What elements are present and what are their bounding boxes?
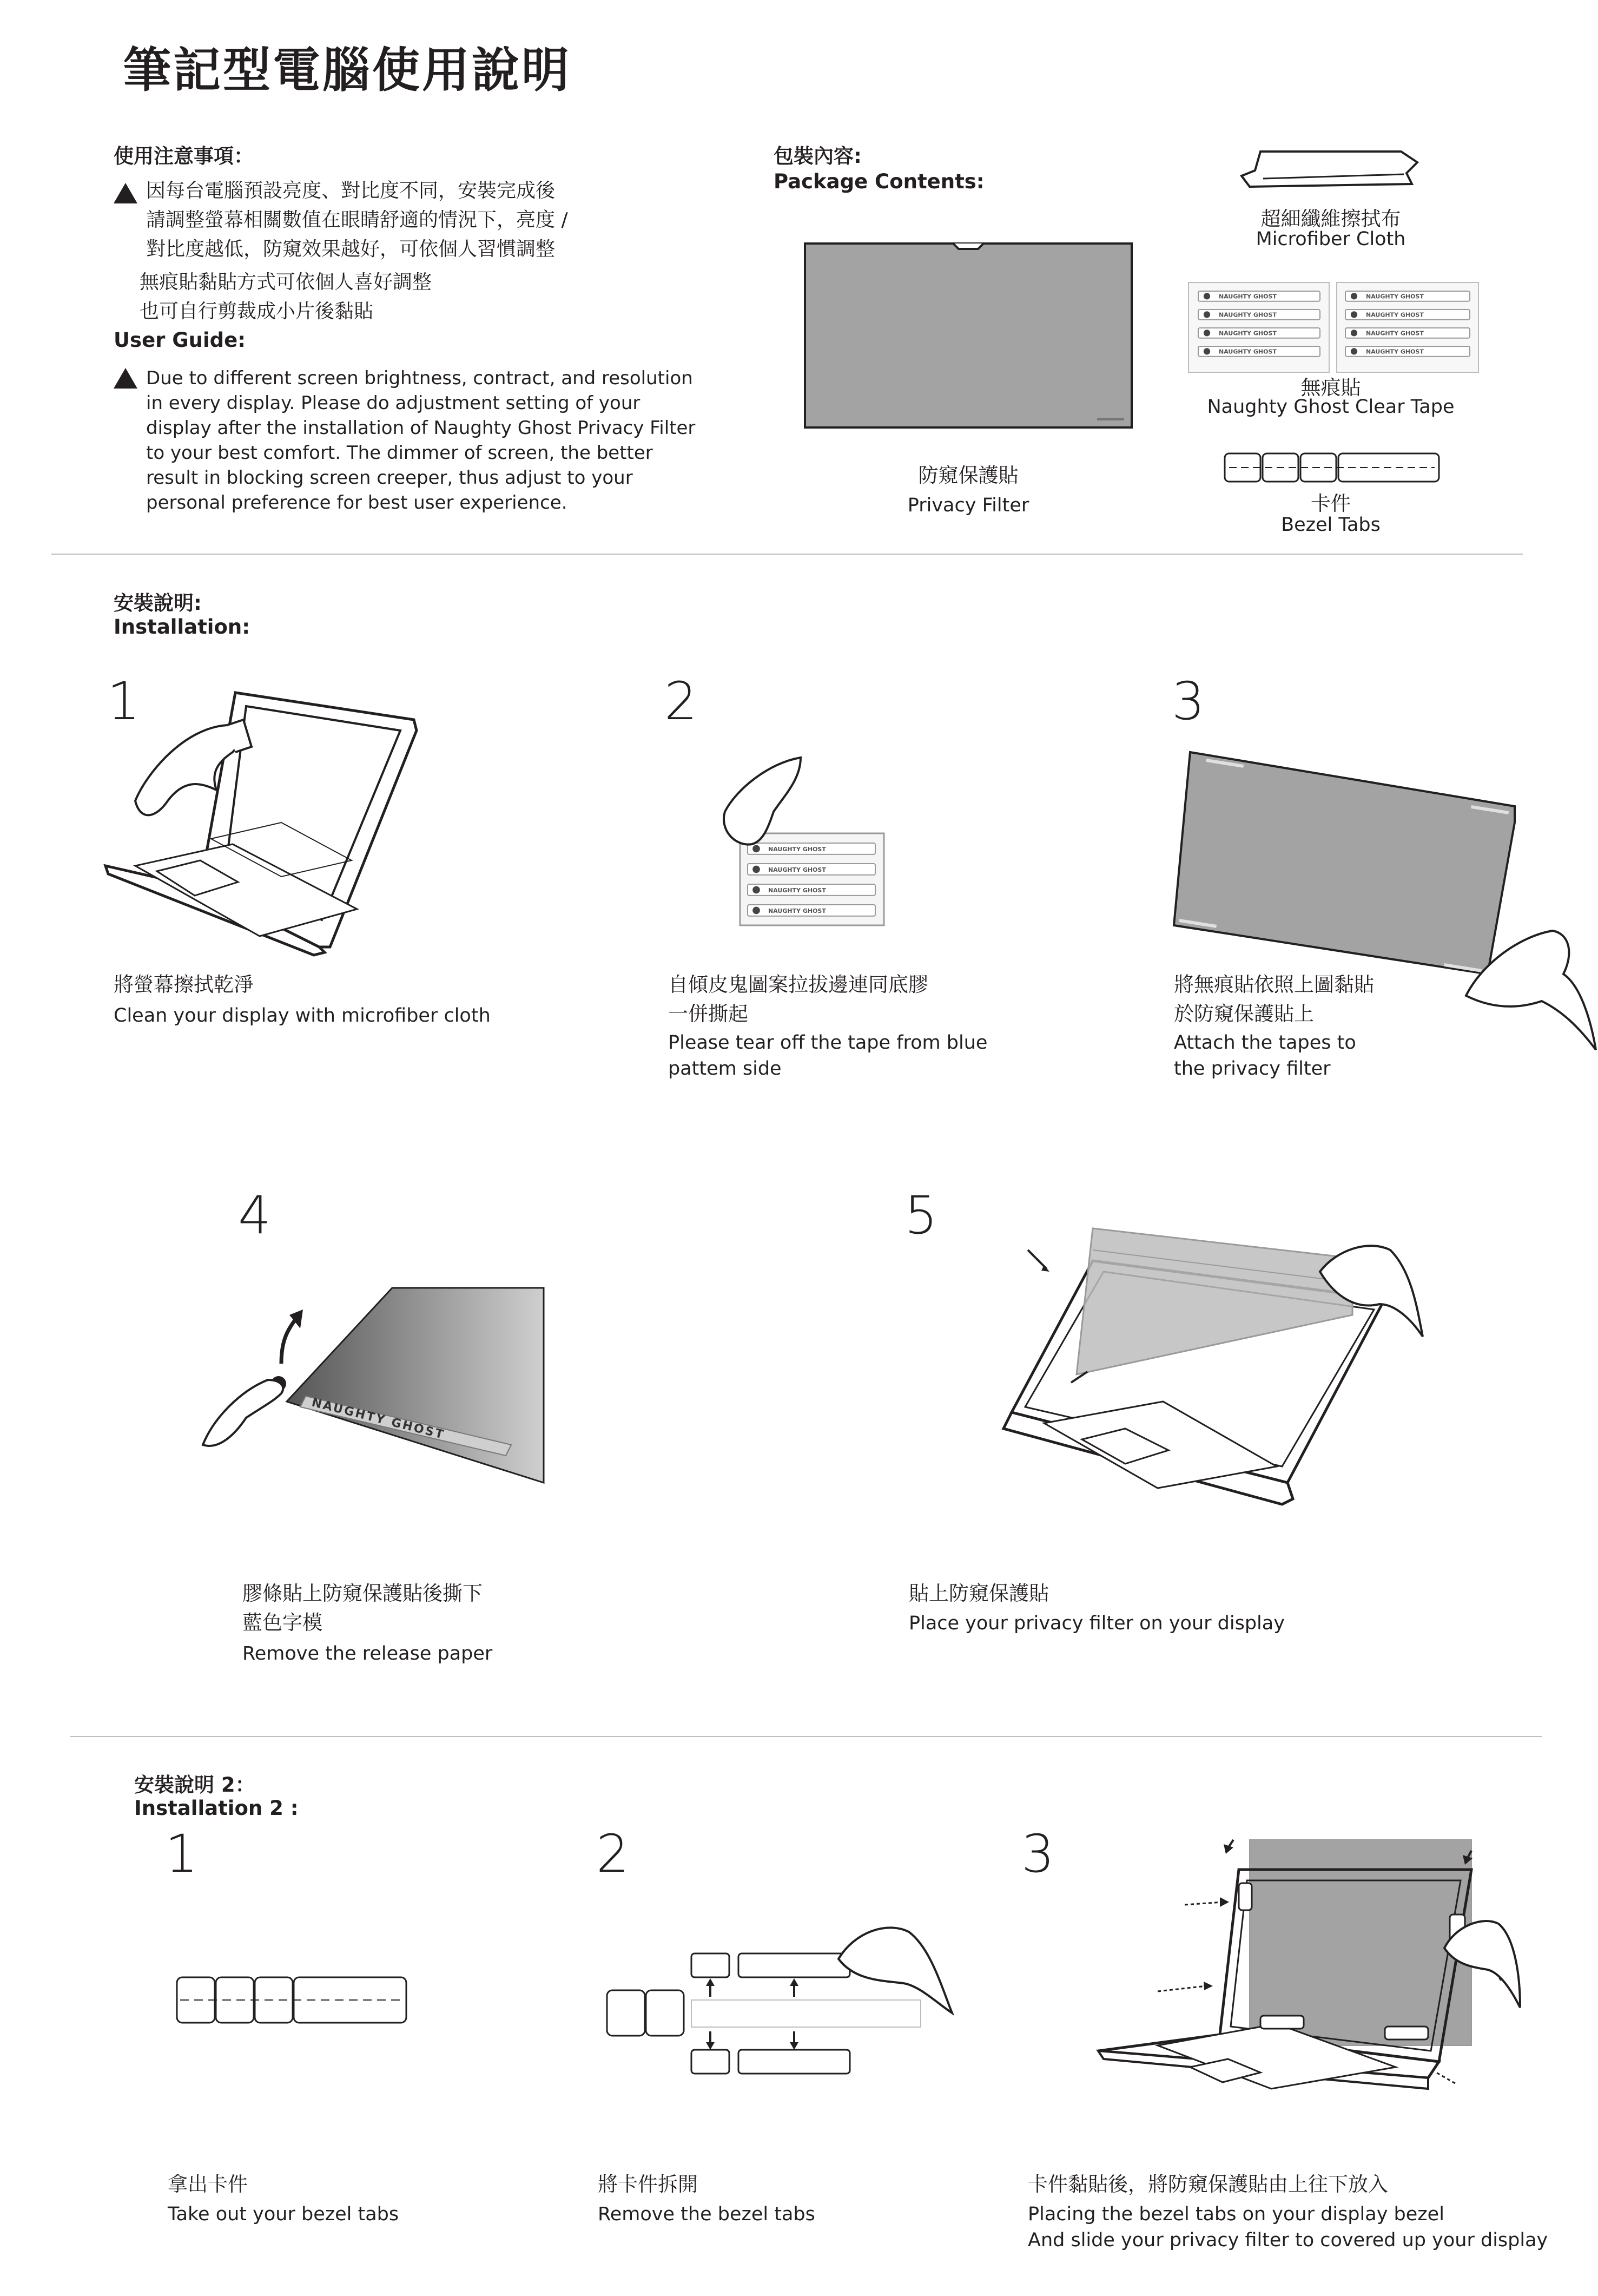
notes-en-line: personal preference for best user experience. bbox=[146, 492, 567, 514]
ghost-dot-icon bbox=[1351, 330, 1357, 336]
step-caption-cn: 卡件黏貼後，將防窺保護貼由上往下放入 bbox=[1028, 2173, 1388, 2196]
installation2-heading-en: Installation 2 : bbox=[134, 1797, 299, 1820]
package-tabs-cn: 卡件 bbox=[1311, 492, 1351, 515]
step-caption-en-line: Please tear off the tape from blue bbox=[668, 1032, 988, 1054]
filter-brand-text: NAUGHTY GHOST bbox=[310, 1396, 446, 1442]
notes-en-line: display after the installation of Naughty Ghost Privacy Filter bbox=[146, 417, 696, 439]
hand-icon bbox=[724, 758, 801, 845]
package-tape-cn: 無痕貼 bbox=[1300, 376, 1361, 399]
step-caption-cn-line: 將無痕貼依照上圖黏貼 bbox=[1174, 973, 1374, 996]
microfiber-cloth-illustration bbox=[1239, 141, 1428, 195]
clear-tape-illustration bbox=[1187, 281, 1480, 373]
page-title: 筆記型電腦使用說明 bbox=[123, 42, 572, 98]
tape-label: NAUGHTY GHOST bbox=[768, 846, 826, 853]
notes-en-line: to your best comfort. The dimmer of screen, the better bbox=[146, 442, 653, 464]
privacy-filter-illustration bbox=[801, 238, 1136, 438]
notes-en-line: result in blocking screen creeper, thus adjust to your bbox=[146, 467, 633, 489]
ghost-dot-icon bbox=[752, 866, 760, 873]
ghost-dot-icon bbox=[752, 907, 760, 915]
ghost-dot-icon bbox=[1204, 330, 1210, 336]
installation2-heading-cn: 安裝說明 2： bbox=[134, 1773, 255, 1797]
package-filter-cn: 防窺保護貼 bbox=[918, 464, 1019, 487]
step-caption-cn-line: 一併撕起 bbox=[668, 1002, 748, 1025]
tape-label: NAUGHTY GHOST bbox=[1366, 330, 1424, 337]
notes-cn-block bbox=[146, 176, 568, 264]
step-caption-en-line: And slide your privacy filter to covered up your display bbox=[1028, 2229, 1548, 2251]
ghost-dot-icon bbox=[752, 845, 760, 853]
tape-label: NAUGHTY GHOST bbox=[768, 887, 826, 894]
notes-en-line: in every display. Please do adjustment setting of your bbox=[146, 392, 640, 414]
notes-en-line: Due to different screen brightness, contract, and resolution bbox=[146, 367, 693, 389]
hand-icon bbox=[203, 1380, 283, 1446]
notes-cn-line: 因每台電腦預設亮度、對比度不同，安裝完成後 bbox=[146, 180, 556, 202]
step-caption-cn: 將卡件拆開 bbox=[598, 2173, 698, 2196]
ghost-dot-icon bbox=[1204, 293, 1210, 299]
tape-label: NAUGHTY GHOST bbox=[1366, 311, 1424, 319]
package-cloth-cn: 超細纖維擦拭布 bbox=[1260, 207, 1401, 231]
package-heading-en: Package Contents: bbox=[774, 170, 985, 193]
step-caption-en-line: pattem side bbox=[668, 1058, 782, 1080]
notes-cn-extra bbox=[140, 268, 432, 326]
ghost-dot-icon bbox=[1351, 311, 1357, 318]
step-caption-en bbox=[1028, 2201, 1548, 2253]
step-caption-en: Remove the bezel tabs bbox=[598, 2203, 815, 2225]
step-caption-cn: 將螢幕擦拭乾淨 bbox=[114, 973, 254, 996]
ghost-dot-icon bbox=[1351, 293, 1357, 299]
step-caption-en bbox=[668, 1030, 987, 1082]
ghost-dot-icon bbox=[1351, 348, 1357, 354]
step-caption-en: Clean your display with microfiber cloth bbox=[114, 1005, 491, 1027]
tape-label: NAUGHTY GHOST bbox=[1219, 311, 1277, 319]
package-heading-cn: 包裝內容: bbox=[774, 144, 862, 168]
step-number: 4 bbox=[238, 1185, 272, 1246]
user-guide-heading: User Guide: bbox=[114, 328, 246, 352]
step1-illustration bbox=[103, 682, 427, 952]
step-number: 3 bbox=[1172, 671, 1205, 732]
tape-label: NAUGHTY GHOST bbox=[1219, 348, 1277, 356]
warning-triangle-icon bbox=[114, 368, 137, 389]
step4-illustration bbox=[197, 1277, 544, 1483]
package-cloth-en: Microfiber Cloth bbox=[1256, 228, 1406, 250]
step-caption-en bbox=[1174, 1030, 1356, 1082]
step-number: 1 bbox=[165, 1824, 199, 1884]
installation-heading-cn: 安裝說明: bbox=[114, 591, 202, 615]
notes-cn-line: 對比度越低，防窺效果越好，可依個人習慣調整 bbox=[146, 238, 556, 260]
step-number: 5 bbox=[904, 1185, 938, 1246]
tape-label: NAUGHTY GHOST bbox=[1366, 348, 1424, 356]
step-caption-cn-line: 藍色字模 bbox=[242, 1611, 322, 1634]
section-divider bbox=[51, 554, 1523, 555]
bezel-tabs-illustration bbox=[1224, 452, 1440, 485]
notes-cn-line: 請調整螢幕相關數值在眼睛舒適的情況下，亮度 / bbox=[146, 209, 568, 231]
step-number: 3 bbox=[1021, 1824, 1055, 1884]
step-caption-cn bbox=[668, 970, 928, 1029]
notes-heading-cn: 使用注意事項： bbox=[114, 144, 254, 168]
package-tape-en: Naughty Ghost Clear Tape bbox=[1207, 396, 1455, 418]
step-number: 1 bbox=[107, 671, 141, 732]
step2-bezel-illustration bbox=[606, 1921, 974, 2083]
warning-triangle-icon bbox=[114, 183, 137, 203]
notes-en-block bbox=[146, 366, 695, 515]
step-caption-cn-line: 於防窺保護貼上 bbox=[1174, 1002, 1314, 1025]
arrow-icon bbox=[281, 1320, 295, 1364]
step-number: 2 bbox=[664, 671, 698, 732]
tape-label: NAUGHTY GHOST bbox=[768, 907, 826, 915]
step-caption-en-line: the privacy filter bbox=[1174, 1058, 1331, 1080]
installation-heading-en: Installation: bbox=[114, 615, 250, 639]
package-filter-en: Privacy Filter bbox=[907, 495, 1029, 516]
tape-label: NAUGHTY GHOST bbox=[1219, 330, 1277, 337]
step-caption-cn: 拿出卡件 bbox=[168, 2173, 248, 2196]
tape-label: NAUGHTY GHOST bbox=[768, 866, 826, 874]
notes-cn-extra-line: 也可自行剪裁成小片後黏貼 bbox=[140, 300, 374, 323]
step-caption-cn-line: 自傾皮鬼圖案拉拔邊連同底膠 bbox=[668, 973, 928, 996]
tape-label: NAUGHTY GHOST bbox=[1366, 293, 1424, 300]
step-number: 2 bbox=[596, 1824, 630, 1884]
tape-label: NAUGHTY GHOST bbox=[1219, 293, 1277, 300]
ghost-dot-icon bbox=[752, 886, 760, 894]
step-caption-en: Remove the release paper bbox=[242, 1643, 493, 1665]
step2-illustration bbox=[714, 752, 909, 931]
step5-illustration bbox=[1001, 1228, 1444, 1575]
package-tabs-en: Bezel Tabs bbox=[1281, 514, 1381, 536]
ghost-dot-icon bbox=[1204, 348, 1210, 354]
step-caption-cn bbox=[1174, 970, 1374, 1029]
step-caption-cn: 貼上防窺保護貼 bbox=[909, 1582, 1049, 1605]
notes-cn-extra-line: 無痕貼黏貼方式可依個人喜好調整 bbox=[140, 271, 432, 293]
bezel-tabs-illustration bbox=[176, 1976, 408, 2025]
step-caption-en: Place your privacy filter on your display bbox=[909, 1613, 1285, 1634]
ghost-dot-icon bbox=[1204, 311, 1210, 318]
step-caption-en-line: Placing the bezel tabs on your display bezel bbox=[1028, 2203, 1444, 2225]
step-caption-cn-line: 膠條貼上防窺保護貼後撕下 bbox=[242, 1582, 483, 1605]
step3-bezel-illustration bbox=[1082, 1818, 1526, 2121]
section-divider bbox=[70, 1736, 1542, 1737]
step-caption-cn bbox=[242, 1579, 483, 1637]
step-caption-en-line: Attach the tapes to bbox=[1174, 1032, 1356, 1054]
step-caption-en: Take out your bezel tabs bbox=[168, 2203, 399, 2225]
